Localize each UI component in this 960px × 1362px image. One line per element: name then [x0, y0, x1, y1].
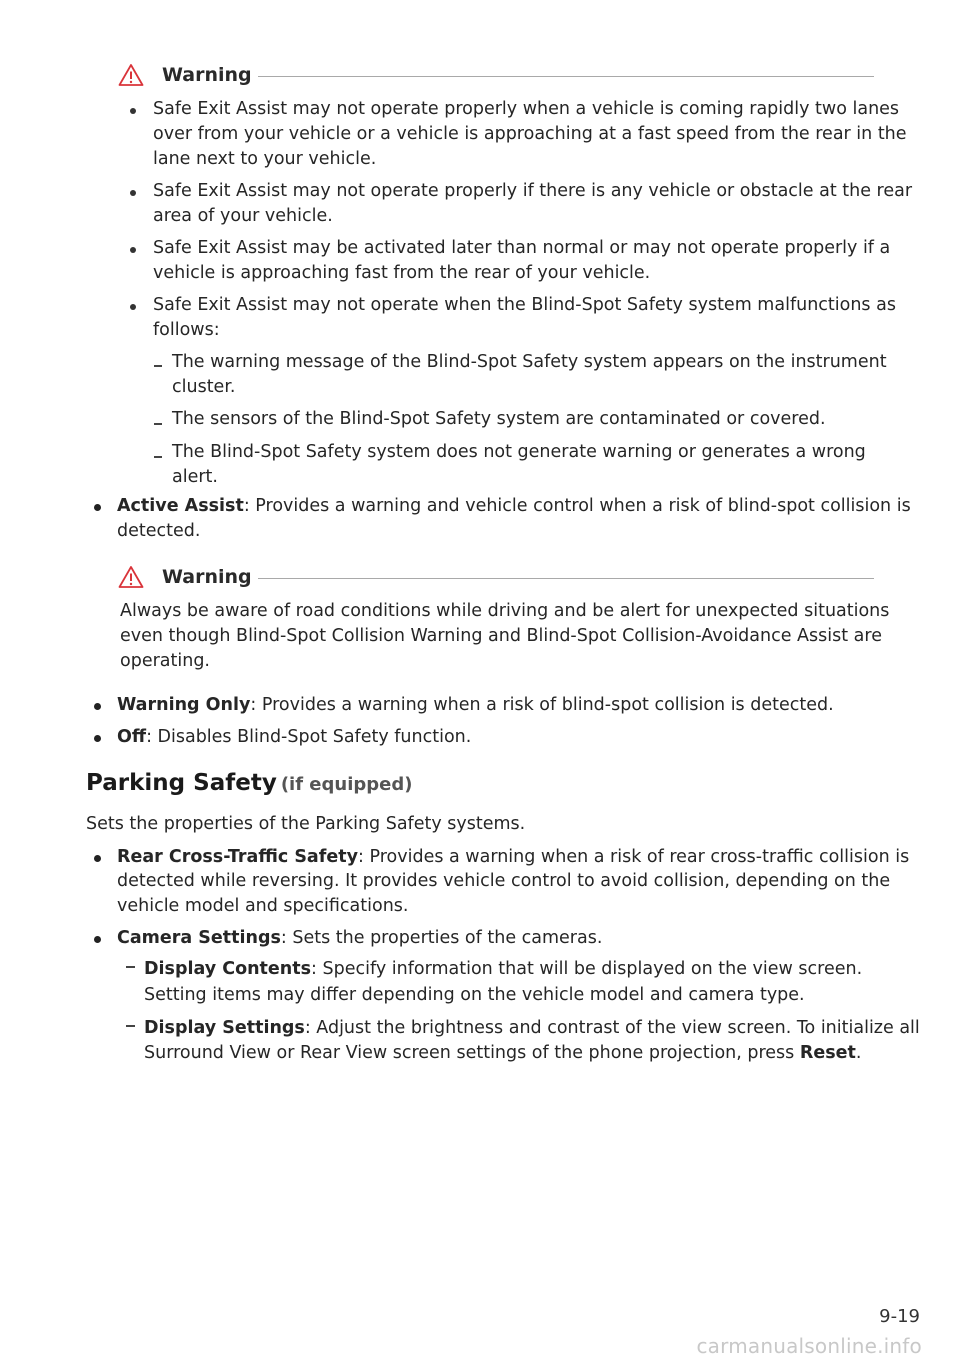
- active-assist-term: Active Assist: [117, 496, 244, 516]
- rcts-item: Rear Cross-Traffic Safety: Provides a warning when a risk of rear cross-traffic collision is: [117, 847, 910, 867]
- warning-text-line: Always be aware of road conditions while driving and be alert for unexpected situations: [120, 601, 890, 621]
- dash-icon: [126, 966, 135, 968]
- section-intro: Sets the properties of the Parking Safety systems.: [86, 814, 526, 834]
- section-heading: Parking Safety (if equipped): [86, 770, 413, 796]
- camera-settings-term: Camera Settings: [117, 928, 281, 948]
- warning-subitem-line: The sensors of the Blind-Spot Safety system are contaminated or covered.: [172, 409, 826, 429]
- warning-text-line: operating.: [120, 651, 210, 671]
- off-item: Off: Disables Blind-Spot Safety function.: [117, 727, 472, 747]
- bullet-icon: [130, 108, 136, 114]
- display-contents-item: Display Contents: Specify information that will be displayed on the view screen.: [144, 959, 863, 979]
- bullet-icon: [94, 703, 101, 710]
- bullet-icon: [130, 247, 136, 253]
- warning-text-line: even though Blind-Spot Collision Warning and Blind-Spot Collision-Avoidance Assist are: [120, 626, 882, 646]
- warning-item-line: follows:: [153, 320, 220, 340]
- rcts-line: vehicle model and specifications.: [117, 896, 409, 916]
- dash-icon: [154, 423, 162, 425]
- warning-divider: [258, 76, 874, 77]
- page-number: 9-19: [879, 1306, 920, 1327]
- warning-title: Warning: [162, 566, 252, 588]
- bullet-icon: [94, 735, 101, 742]
- warning-item-line: lane next to your vehicle.: [153, 149, 377, 169]
- watermark: carmanualsonline.info: [696, 1334, 922, 1358]
- warning-header: [118, 62, 874, 90]
- warning-only-term: Warning Only: [117, 695, 251, 715]
- warning-triangle-icon: [118, 565, 144, 589]
- warning-only-item: Warning Only: Provides a warning when a risk of blind-spot collision is detected.: [117, 695, 834, 715]
- rcts-line: detected while reversing. It provides vehicle control to avoid collision, depending on the: [117, 871, 891, 891]
- warning-item-line: vehicle is approaching fast from the rear of your vehicle.: [153, 263, 651, 283]
- dash-icon: [154, 365, 162, 367]
- active-assist-line: detected.: [117, 521, 201, 541]
- warning-item-line: Safe Exit Assist may not operate properly if there is any vehicle or obstacle at the rear: [153, 181, 913, 201]
- warning-header: [118, 564, 874, 592]
- display-settings-item: Display Settings: Adjust the brightness and contrast of the view screen. To initialize all: [144, 1018, 920, 1038]
- bullet-icon: [94, 504, 101, 511]
- dash-icon: [154, 456, 162, 458]
- rcts-term: Rear Cross-Traffic Safety: [117, 847, 359, 867]
- warning-subitem-line: The warning message of the Blind-Spot Safety system appears on the instrument: [172, 352, 887, 372]
- dash-icon: [126, 1025, 135, 1027]
- warning-item-line: over from your vehicle or a vehicle is approaching at a fast speed from the rear in the: [153, 124, 907, 144]
- warning-subitem-line: cluster.: [172, 377, 236, 397]
- warning-subitem-line: alert.: [172, 467, 218, 487]
- bullet-icon: [130, 304, 136, 310]
- display-settings-term: Display Settings: [144, 1018, 305, 1038]
- bullet-icon: [94, 936, 101, 943]
- bullet-icon: [94, 855, 101, 862]
- warning-item-line: Safe Exit Assist may not operate when the Blind-Spot Safety system malfunctions as: [153, 295, 896, 315]
- active-assist-item: Active Assist: Provides a warning and vehicle control when a risk of blind-spot collision is: [117, 496, 911, 516]
- display-settings-line: Surround View or Rear View screen settings of the phone projection, press Reset.: [144, 1043, 862, 1063]
- warning-title: Warning: [162, 64, 252, 86]
- off-term: Off: [117, 727, 147, 747]
- warning-item-line: Safe Exit Assist may not operate properly when a vehicle is coming rapidly two lanes: [153, 99, 900, 119]
- warning-divider: [258, 578, 874, 579]
- reset-term: Reset: [799, 1043, 856, 1063]
- warning-item-line: area of your vehicle.: [153, 206, 333, 226]
- display-contents-line: Setting items may differ depending on the vehicle model and camera type.: [144, 985, 805, 1005]
- bullet-icon: [130, 190, 136, 196]
- camera-settings-item: Camera Settings: Sets the properties of the cameras.: [117, 928, 603, 948]
- warning-subitem-line: The Blind-Spot Safety system does not generate warning or generates a wrong: [172, 442, 866, 462]
- display-contents-term: Display Contents: [144, 959, 312, 979]
- heading-optional-note: (if equipped): [280, 774, 413, 795]
- warning-triangle-icon: [118, 63, 144, 87]
- warning-item-line: Safe Exit Assist may be activated later than normal or may not operate properly if a: [153, 238, 891, 258]
